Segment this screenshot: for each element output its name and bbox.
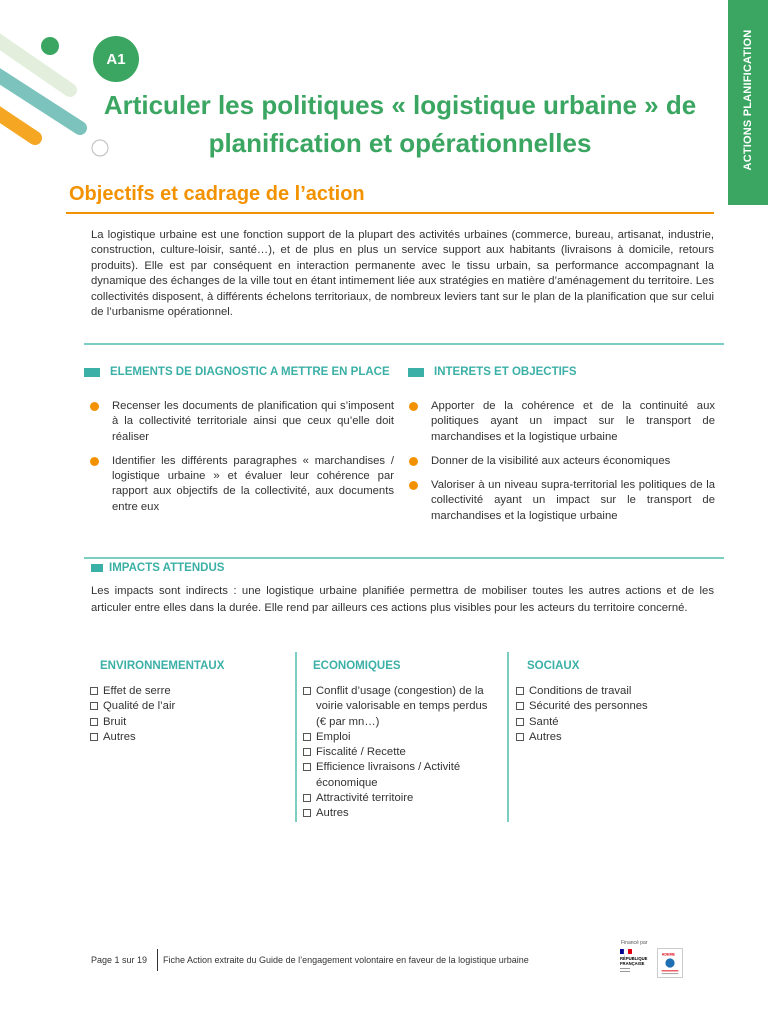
checkbox-icon [303, 733, 311, 741]
sidebar-tab [728, 0, 768, 205]
ademe-logo [657, 948, 683, 978]
footer-source: Fiche Action extraite du Guide de l’engagement volontaire en faveur de la logistique urbaine [163, 955, 529, 965]
checkbox-icon [516, 718, 524, 726]
checklist-item: Efficience livraisons / Activité économique [303, 760, 500, 791]
impacts-heading: IMPACTS ATTENDUS [91, 562, 224, 574]
bullet-icon [409, 457, 418, 466]
interets-heading: INTERETS ET OBJECTIFS [408, 366, 577, 378]
checklist-item: Autres [303, 806, 500, 821]
checklist-item: Effet de serre [90, 684, 285, 699]
sidebar-tab-label: ACTIONS PLANIFICATION [742, 29, 754, 171]
footer-separator [157, 949, 158, 971]
checkbox-icon [303, 809, 311, 817]
checkbox-icon [90, 733, 98, 741]
bullet-icon [90, 402, 99, 411]
checklist-item: Emploi [303, 730, 500, 745]
intro-paragraph: La logistique urbaine est une fonction support de la plupart des activités urbaines (commerce, bureau, artisanat, industrie, construction, culture-loisir, santé…), et de plus en plus un service support aux habitants (livraisons à domicile, retours produits). Elle est par conséquent en interaction permanente avec le tissu urbain, sa performance accompagnant la dynamique des échanges de la ville tout en étant intimement liée aux stratégies en matière d’aménagement du territoire. Les collectivités disposent, à différents échelons territoriaux, de nombreux leviers tant sur le plan de la planification que sur celui de l’urbanisme opérationnel. [91, 229, 714, 319]
checklist-sociaux [516, 684, 714, 745]
impacts-paragraph: Les impacts sont indirects : une logistique urbaine planifiée permettra de mobiliser toutes les autres actions et de les articuler entre elles dans la durée. Elle rend par ailleurs ces actions plus visibles pour les acteurs du territoire concerné. [91, 585, 714, 614]
svg-text:FRANÇAISE: FRANÇAISE [620, 961, 645, 966]
checkbox-icon [303, 748, 311, 756]
checklist-economiques [303, 684, 500, 822]
list-item: Valoriser à un niveau supra-territorial les politiques de la collectivité ayant un impact sur le transport de marchandises et la logistique urbaine [409, 478, 715, 524]
checklist-item: Autres [516, 730, 714, 745]
interets-list [409, 399, 715, 533]
action-badge: A1 [93, 36, 139, 82]
bullet-icon [409, 481, 418, 490]
bullet-icon [90, 457, 99, 466]
checkbox-icon [303, 763, 311, 771]
column-heading-environnementaux: ENVIRONNEMENTAUX [100, 660, 225, 672]
diagnostic-heading: ELEMENTS DE DIAGNOSTIC A METTRE EN PLACE [84, 366, 390, 378]
section-title-underline [66, 212, 714, 214]
column-heading-sociaux: SOCIAUX [527, 660, 580, 672]
section-title: Objectifs et cadrage de l’action [69, 183, 365, 205]
list-item: Apporter de la cohérence et de la continuité aux politiques ayant un impact sur le transport de marchandises et la logistique urbaine [409, 399, 715, 445]
divider [84, 557, 724, 559]
checkbox-icon [90, 718, 98, 726]
checkbox-icon [90, 687, 98, 695]
page-number: Page 1 sur 19 [91, 955, 148, 965]
heading-marker-icon [408, 368, 424, 377]
list-item: Donner de la visibilité aux acteurs économiques [409, 454, 715, 469]
diagnostic-list [90, 399, 394, 524]
checklist-item: Santé [516, 715, 714, 730]
heading-marker-icon [84, 368, 100, 377]
bullet-icon [409, 402, 418, 411]
checklist-item: Autres [90, 730, 285, 745]
checklist-item: Bruit [90, 715, 285, 730]
checkbox-icon [303, 687, 311, 695]
checkbox-icon [303, 794, 311, 802]
column-heading-economiques: ECONOMIQUES [313, 660, 401, 672]
checklist-item: Attractivité territoire [303, 791, 500, 806]
checklist-environnementaux [90, 684, 285, 745]
checkbox-icon [516, 733, 524, 741]
heading-marker-icon [91, 564, 103, 572]
checkbox-icon [516, 687, 524, 695]
page-title: Articuler les politiques « logistique urbaine » de planification et opérationnelles [103, 90, 697, 158]
divider [84, 343, 724, 345]
checklist-item: Fiscalité / Recette [303, 745, 500, 760]
checkbox-icon [90, 702, 98, 710]
column-divider [507, 652, 509, 822]
checklist-item: Conflit d’usage (congestion) de la voirie valorisable en temps perdus (€ par mn…) [303, 684, 500, 730]
svg-text:RÉPUBLIQUE: RÉPUBLIQUE [620, 956, 648, 961]
list-item: Recenser les documents de planification qui s’imposent à la collectivité territoriale ainsi que ceux qu’elle doit réaliser [90, 399, 394, 445]
checklist-item: Sécurité des personnes [516, 699, 714, 714]
checklist-item: Conditions de travail [516, 684, 714, 699]
column-divider [295, 652, 297, 822]
checkbox-icon [516, 702, 524, 710]
svg-text:ADEME: ADEME [661, 952, 676, 957]
republique-francaise-logo [618, 948, 654, 978]
financed-by-label: Financé par [621, 940, 648, 946]
list-item: Identifier les différents paragraphes « marchandises / logistique urbaine » et évaluer leur cohérence par rapport aux objectifs de la collectivité, aux documents entre eux [90, 454, 394, 515]
checklist-item: Qualité de l’air [90, 699, 285, 714]
